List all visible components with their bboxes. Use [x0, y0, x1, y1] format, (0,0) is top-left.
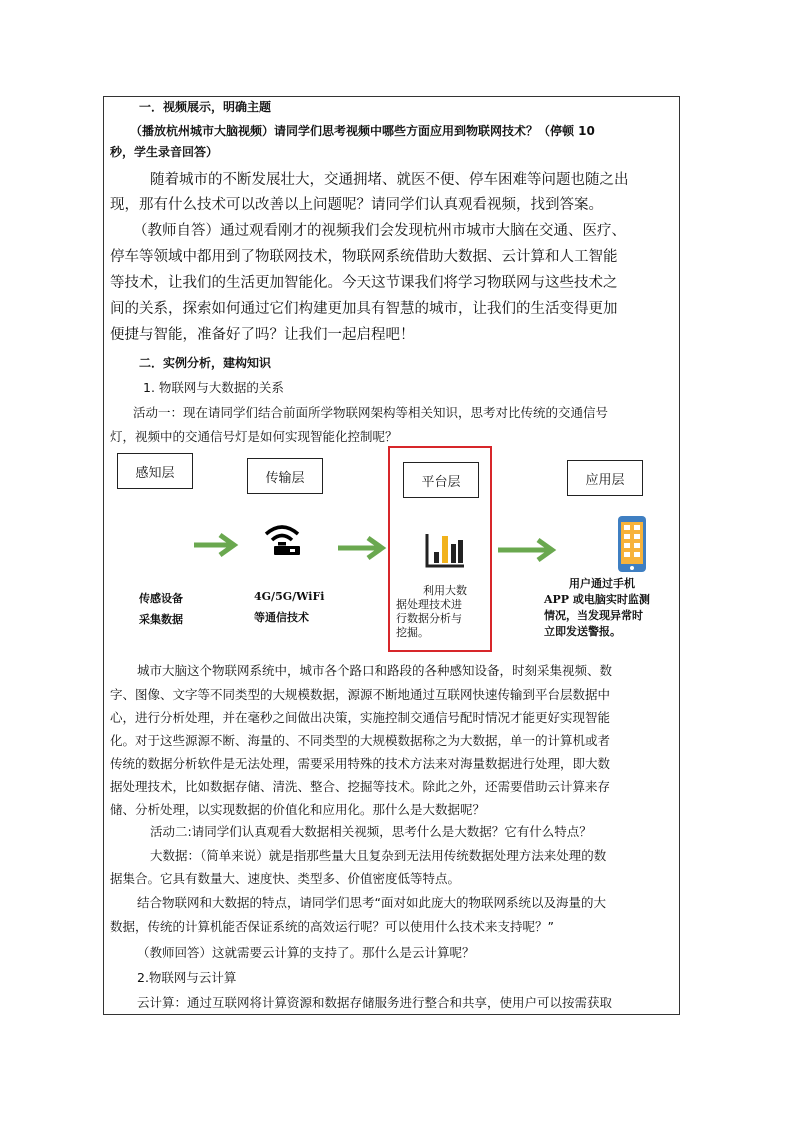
- caption-sense: 传感设备 采集数据: [139, 592, 183, 626]
- layer-box-sense: 感知层: [117, 453, 193, 489]
- intro-prompt-line-2: 秒，学生录音回答）: [110, 145, 219, 159]
- intro-paragraph-2-line: 停车等领域中都用到了物联网技术，物联网系统借助大数据、云计算和人工智能: [110, 249, 618, 265]
- intro-paragraph-1-line: 现，那有什么技术可以改善以上问题呢？请同学们认真观看视频，找到答案。: [110, 197, 603, 213]
- section-1-heading: 一．视频展示，明确主题: [139, 100, 272, 114]
- body-paragraph-4-line: 结合物联网和大数据的特点，请同学们思考“面对如此庞大的物联网系统以及海量的大: [137, 895, 606, 910]
- smartphone-icon: [617, 515, 647, 573]
- body-paragraph-3-line: 城市大脑这个物联网系统中，城市各个路口和路段的各种感知设备，时刻采集视频、数: [137, 663, 613, 678]
- caption-transport: 4G/5G/WiFi 等通信技术: [254, 590, 325, 624]
- body-paragraph-3-line: 心，进行分析处理，并在毫秒之间做出决策，实施控制交通信号配时情况才能更好实现智能: [110, 710, 611, 725]
- teacher-answer: （教师回答）这就需要云计算的支持了。那什么是云计算呢？: [137, 945, 475, 960]
- intro-prompt-line-1: （播放杭州城市大脑视频）请同学们思考视频中哪些方面应用到物联网技术？（停顿 10: [130, 124, 595, 138]
- part-2-title: 2.物联网与云计算: [137, 970, 237, 985]
- layer-box-platform: 平台层: [403, 462, 479, 498]
- arrow-right-icon: [190, 531, 242, 559]
- bar-chart-icon: [424, 530, 468, 570]
- layer-box-application: 应用层: [567, 460, 643, 496]
- wifi-router-icon: [262, 522, 302, 558]
- body-paragraph-4-line: 数据，传统的计算机能否保证系统的高效运行呢？可以使用什么技术来支持呢？”: [110, 919, 554, 934]
- body-paragraph-3-line: 据处理技术，比如数据存储、清洗、整合、挖掘等技术。除此之外，还需要借助云计算来存: [110, 779, 611, 794]
- layer-box-transport: 传输层: [247, 458, 323, 494]
- intro-paragraph-1-line: 随着城市的不断发展壮大，交通拥堵、就医不便、停车困难等问题也随之出: [150, 172, 629, 188]
- section-2-heading: 二．实例分析，建构知识: [139, 356, 272, 370]
- body-paragraph-3-line: 传统的数据分析软件是无法处理，需要采用特殊的技术方法来对海量数据进行处理，即大数: [110, 756, 611, 771]
- cloud-definition: 云计算：通过互联网将计算资源和数据存储服务进行整合和共享，使用户可以按需获取: [137, 995, 613, 1010]
- bigdata-definition-line: 据集合。它具有数量大、速度快、类型多、价值密度低等特点。: [110, 871, 461, 886]
- caption-platform: 利用大数 据处理技术进 行数据分析与 挖掘。: [396, 584, 467, 639]
- bigdata-definition-line: 大数据：（简单来说）就是指那些量大且复杂到无法用传统数据处理方法来处理的数: [150, 848, 607, 863]
- activity-1-line: 灯，视频中的交通信号灯是如何实现智能化控制呢？: [110, 429, 398, 444]
- body-paragraph-3-line: 化。对于这些源源不断、海量的、不同类型的大规模数据称之为大数据，单一的计算机或者: [110, 733, 611, 748]
- intro-paragraph-2-line: 间的关系，探索如何通过它们构建更加具有智慧的城市，让我们的生活变得更加: [110, 301, 618, 317]
- intro-paragraph-2-line: 便捷与智能，准备好了吗？让我们一起启程吧！: [110, 327, 415, 343]
- intro-paragraph-2-line: （教师自答）通过观看刚才的视频我们会发现杭州市城市大脑在交通、医疗、: [133, 223, 626, 239]
- activity-1-line: 活动一：现在请同学们结合前面所学物联网架构等相关知识，思考对比传统的交通信号: [133, 405, 609, 420]
- intro-paragraph-2-line: 等技术，让我们的生活更加智能化。今天这节课我们将学习物联网与这些技术之: [110, 275, 618, 291]
- activity-2: 活动二:请同学们认真观看大数据相关视频，思考什么是大数据？它有什么特点？: [150, 824, 592, 839]
- arrow-right-icon: [494, 536, 560, 564]
- caption-application: 用户通过手机 APP 或电脑实时监测 情况，当发现异常时 立即发送警报。: [544, 577, 650, 638]
- body-paragraph-3-line: 字、图像、文字等不同类型的大规模数据，源源不断地通过互联网快速传输到平台层数据中: [110, 687, 611, 702]
- arrow-right-icon: [334, 534, 390, 562]
- body-paragraph-3-line: 储、分析处理，以实现数据的价值化和应用化。那什么是大数据呢？: [110, 802, 486, 817]
- part-1-title: 1. 物联网与大数据的关系: [143, 380, 284, 395]
